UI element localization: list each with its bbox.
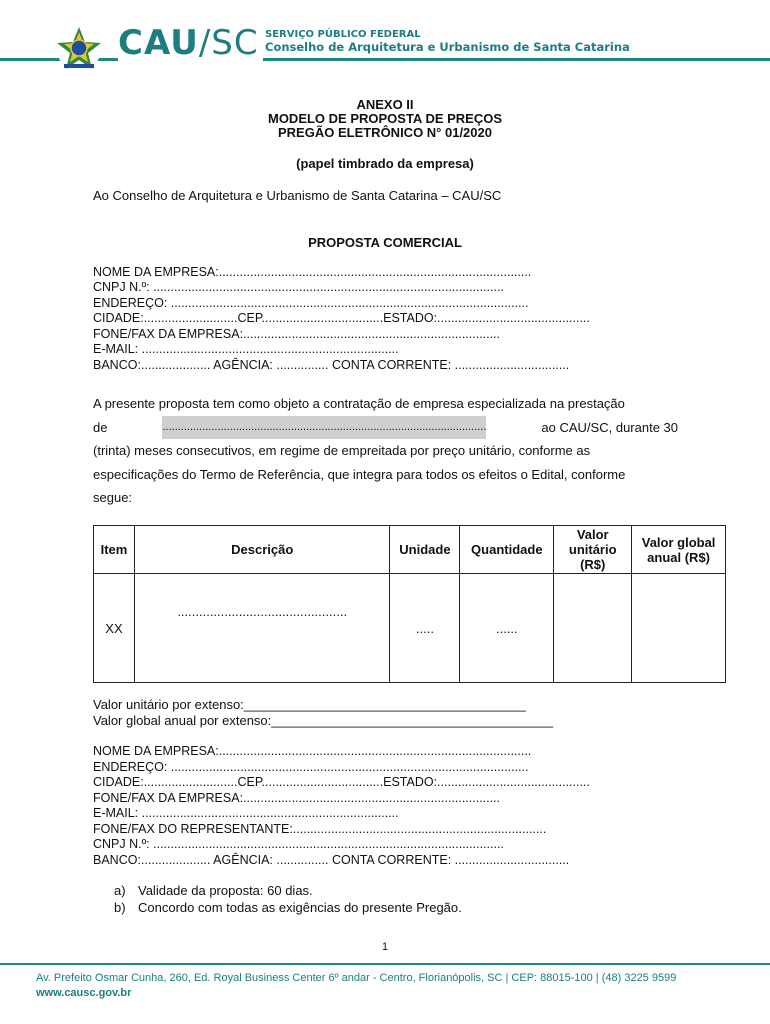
address-field: ENDEREÇO: ....................................................................................................... xyxy=(93,760,529,774)
condition-marker: a) xyxy=(114,883,126,898)
header-annual-value: Valor global anual (R$) xyxy=(632,526,726,574)
paragraph-line: segue: xyxy=(93,490,133,505)
org-line-2: Conselho de Arquitetura e Urbanismo de Santa Catarina xyxy=(265,40,630,54)
annual-value-words: Valor global anual por extenso:_______________________________________ xyxy=(93,713,554,728)
header-unit-value: Valor unitário (R$) xyxy=(554,526,632,574)
cell-quantity[interactable]: ...... xyxy=(460,574,554,683)
header-quantity: Quantidade xyxy=(460,526,554,574)
cell-unit[interactable]: ..... xyxy=(390,574,460,683)
table-header-row xyxy=(94,526,726,574)
cell-unit-value[interactable] xyxy=(554,574,632,683)
condition-item xyxy=(114,882,313,899)
organization-name xyxy=(265,28,636,54)
representative-phone-field: FONE/FAX DO REPRESENTANTE:......................................................................... xyxy=(93,822,547,836)
footer-rule xyxy=(0,963,770,965)
service-description-blank[interactable]: .......................................................................................................... xyxy=(162,416,486,440)
paragraph-line: (trinta) meses consecutivos, em regime de empreitada por preço unitário, conforme as xyxy=(93,443,591,458)
addressee: Ao Conselho de Arquitetura e Urbanismo de Santa Catarina – CAU/SC xyxy=(93,188,502,203)
cell-item: XX xyxy=(94,574,135,683)
unit-value-words: Valor unitário por extenso:_______________________________________ xyxy=(93,697,526,712)
cell-description-text: ............................................... xyxy=(177,604,348,619)
phone-field: FONE/FAX DA EMPRESA:.......................................................................... xyxy=(93,791,501,805)
paragraph-line: A presente proposta tem como objeto a contratação de empresa especializada na prestação xyxy=(93,396,625,411)
org-line-1: SERVIÇO PÚBLICO FEDERAL xyxy=(265,29,421,40)
header-item: Item xyxy=(94,526,135,574)
header-rule xyxy=(0,58,770,61)
cnpj-field: CNPJ N.º: ..................................................................................................... xyxy=(93,837,504,851)
condition-text: Concordo com todas as exigências do presente Pregão. xyxy=(138,900,462,915)
page-number: 1 xyxy=(381,941,389,953)
city-field: CIDADE:...........................CEP...................................ESTADO:............................................ xyxy=(93,311,590,325)
paragraph-line xyxy=(93,416,678,440)
bank-field: BANCO:.................... AGÊNCIA: ............... CONTA CORRENTE: ................................. xyxy=(93,358,570,372)
phone-field: FONE/FAX DA EMPRESA:.......................................................................... xyxy=(93,327,501,341)
object-paragraph xyxy=(93,392,678,510)
company-name-field: NOME DA EMPRESA:.......................................................................................... xyxy=(93,744,532,758)
paragraph-line: especificações do Termo de Referência, que integra para todos os efeitos o Edital, conforme xyxy=(93,466,626,482)
paragraph-text: ao CAU/SC, durante 30 xyxy=(541,419,678,435)
cell-annual-value[interactable] xyxy=(632,574,726,683)
model-title: MODELO DE PROPOSTA DE PREÇOS xyxy=(267,111,503,126)
city-field: CIDADE:...........................CEP...................................ESTADO:............................................ xyxy=(93,775,590,789)
section-title: PROPOSTA COMERCIAL xyxy=(308,235,462,250)
cnpj-field: CNPJ N.º: ..................................................................................................... xyxy=(93,280,504,294)
bank-field: BANCO:.................... AGÊNCIA: ............... CONTA CORRENTE: ................................. xyxy=(93,853,570,867)
footer-address: Av. Prefeito Osmar Cunha, 260, Ed. Royal Business Center 6º andar - Centro, Florianópolis, SC | CEP: 88015-100 | (48) 3225 9599 xyxy=(36,972,677,984)
condition-marker: b) xyxy=(114,900,126,915)
cell-description[interactable] xyxy=(134,574,390,683)
email-field: E-MAIL: .......................................................................... xyxy=(93,806,399,820)
letterhead-note: (papel timbrado da empresa) xyxy=(296,156,474,171)
paragraph-word: de xyxy=(93,419,108,435)
header-description: Descrição xyxy=(134,526,390,574)
header-unit: Unidade xyxy=(390,526,460,574)
table-row xyxy=(94,574,726,683)
email-field: E-MAIL: .......................................................................... xyxy=(93,342,399,356)
company-name-field: NOME DA EMPRESA:.......................................................................................... xyxy=(93,265,532,279)
address-field: ENDEREÇO: ....................................................................................................... xyxy=(93,296,529,310)
price-table xyxy=(93,525,726,683)
condition-item xyxy=(114,899,462,916)
tender-title: PREGÃO ELETRÔNICO N° 01/2020 xyxy=(278,125,492,140)
annex-title: ANEXO II xyxy=(356,97,414,112)
footer-website[interactable]: www.causc.gov.br xyxy=(36,987,132,999)
brazil-coat-of-arms-icon xyxy=(54,24,104,74)
letterhead xyxy=(0,18,770,78)
condition-text: Validade da proposta: 60 dias. xyxy=(138,883,313,898)
cau-logo: CAU/SC xyxy=(118,23,263,63)
